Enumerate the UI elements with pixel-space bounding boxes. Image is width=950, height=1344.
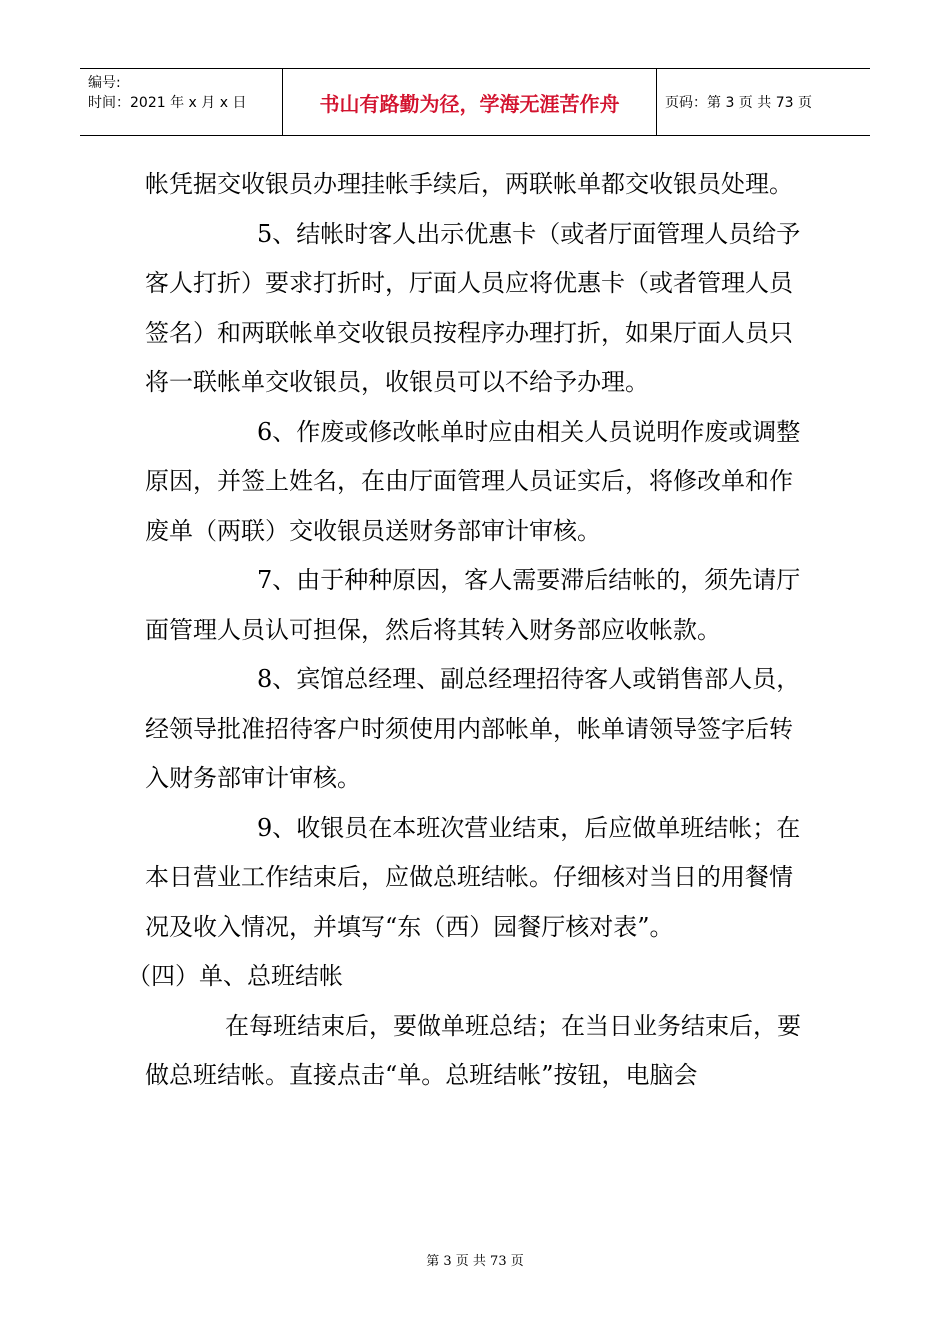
paragraph-section-body: 在每班结束后，要做单班总结；在当日业务结束后，要做总班结帐。直接点击“单。总班结帐”按钮，电脑会	[145, 1011, 801, 1089]
document-body	[127, 160, 815, 1101]
paragraph-item-5: 5、结帐时客人出示优惠卡（或者厅面管理人员给予客人打折）要求打折时，厅面人员应将优惠卡（或者管理人员签名）和两联帐单交收银员按程序办理打折，如果厅面人员只将一联帐单交收银员，收银员可以不给予办理。	[145, 219, 801, 396]
paragraph-item-8: 8、宾馆总经理、副总经理招待客人或销售部人员，经领导批准招待客户时须使用内部帐单，帐单请领导签字后转入财务部审计审核。	[145, 665, 801, 792]
header-meta	[80, 69, 283, 135]
page-header	[80, 68, 870, 136]
header-page-code: 页码：第 3 页 共 73 页	[665, 95, 812, 111]
paragraph-item-6: 6、作废或修改帐单时应由相关人员说明作废或调整原因，并签上姓名，在由厅面管理人员证实后，将修改单和作废单（两联）交收银员送财务部审计审核。	[145, 417, 801, 545]
paragraph-item-9: 9、收银员在本班次营业结束，后应做单班结帐；在本日营业工作结束后，应做总班结帐。仔细核对当日的用餐情况及收入情况，并填写“东（西）园餐厅核对表”。	[145, 813, 801, 941]
section-heading: （四）单、总班结帐	[127, 962, 343, 990]
time-label: 时间：2021 年 x 月 x 日	[88, 95, 247, 111]
page-footer: 第 3 页 共 73 页	[426, 1254, 524, 1269]
paragraph-continued: 帐凭据交收银员办理挂帐手续后，两联帐单都交收银员处理。	[145, 170, 793, 198]
header-motto: 书山有路勤为径，学海无涯苦作舟	[283, 69, 657, 135]
paragraph-item-7: 7、由于种种原因，客人需要滞后结帐的，须先请厅面管理人员认可担保，然后将其转入财务部应收帐款。	[145, 566, 801, 644]
number-label: 编号:	[88, 75, 121, 91]
